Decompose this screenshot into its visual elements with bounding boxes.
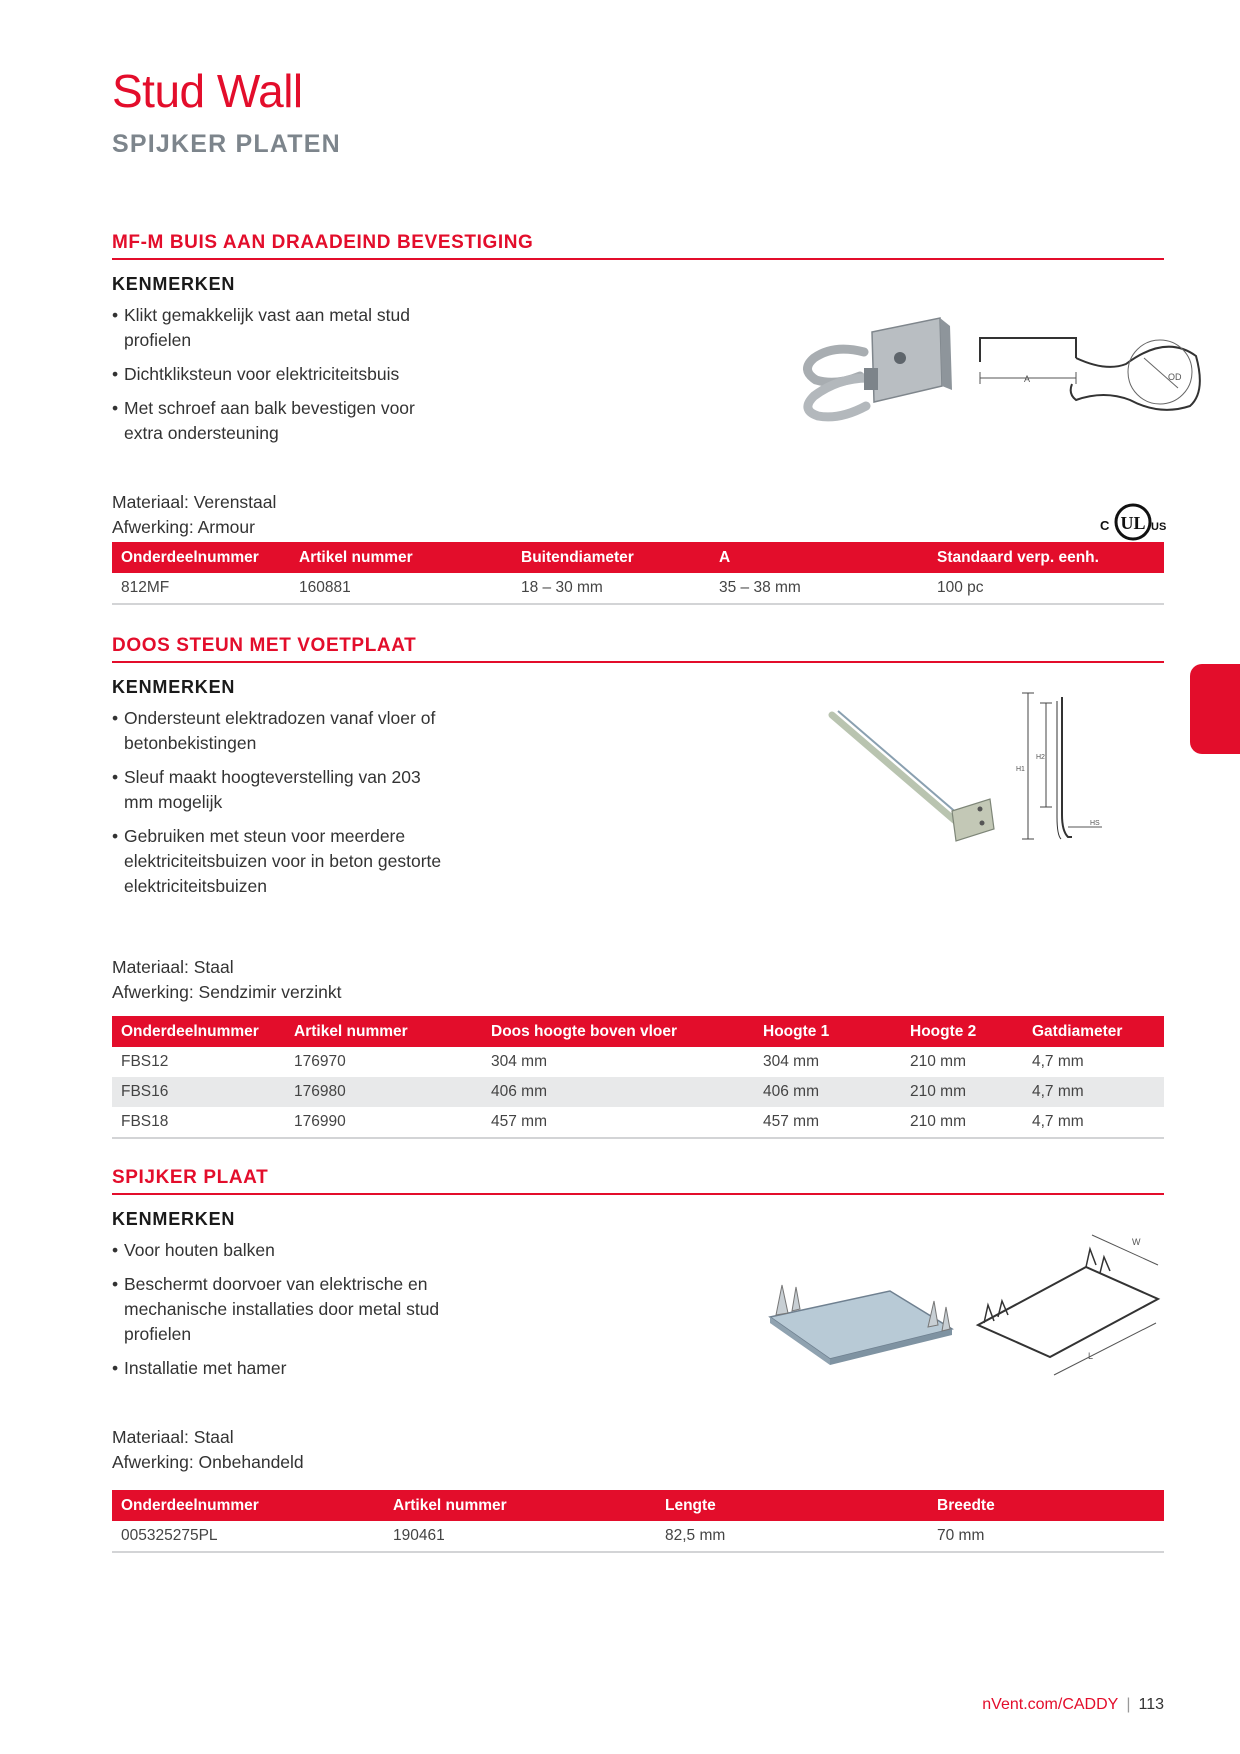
feature-item: • Voor houten balken — [112, 1238, 442, 1263]
technical-drawing-spijker-plaat — [962, 1227, 1182, 1387]
table-cell: FBS12 — [121, 1053, 169, 1070]
table-cell: 406 mm — [482, 1077, 754, 1107]
table-row — [112, 1107, 1164, 1138]
table-cell: 4,7 mm — [1032, 1053, 1084, 1070]
table-cell: 176980 — [285, 1077, 482, 1107]
column-header: A — [710, 542, 928, 573]
table-cell: 812MF — [112, 573, 290, 604]
feature-item: • Gebruiken met steun voor meerdere elektriciteitsbuizen voor in beton gestorte elektriciteitsbuizen — [112, 824, 442, 899]
feature-item: • Met schroef aan balk bevestigen voor extra ondersteuning — [112, 396, 442, 446]
table-cell: FBS16 — [112, 1077, 285, 1107]
column-header: Doos hoogte boven vloer — [482, 1016, 754, 1047]
column-header: Standaard verp. eenh. — [928, 542, 1164, 573]
column-header: Gatdiameter — [1023, 1016, 1164, 1047]
technical-drawing-812mf — [968, 328, 1240, 438]
features-heading: KENMERKEN — [112, 1209, 236, 1229]
table-cell: 457 mm — [482, 1107, 754, 1138]
section-title: MF-M BUIS AAN DRAADEIND BEVESTIGING — [112, 232, 1164, 260]
table-cell: 100 pc — [928, 573, 1164, 604]
material-block — [112, 1425, 304, 1475]
column-header: Onderdeelnummer — [112, 542, 290, 573]
od-label: OD — [1168, 372, 1182, 382]
feature-item: • Sleuf maakt hoogteverstelling van 203 mm mogelijk — [112, 765, 442, 815]
technical-drawing-fbs — [1002, 687, 1222, 847]
table-cell: 304 mm — [491, 1053, 547, 1070]
column-header: Breedte — [928, 1490, 1164, 1521]
material-block — [112, 955, 342, 1005]
spec-table-spijker-plaat — [112, 1490, 1164, 1553]
spec-table-fbs — [112, 1016, 1164, 1139]
w-label: W — [1132, 1237, 1141, 1247]
feature-item: • Klikt gemakkelijk vast aan metal stud profielen — [112, 303, 442, 353]
table-header-row — [112, 1016, 1164, 1047]
table-row — [112, 1521, 1164, 1552]
l-label: L — [1088, 1351, 1094, 1361]
hs-label: HS — [1090, 820, 1100, 827]
section-title: SPIJKER PLAAT — [112, 1167, 1164, 1195]
feature-item: • Installatie met hamer — [112, 1356, 442, 1381]
page-number: 113 — [1138, 1696, 1164, 1713]
table-cell: 4,7 mm — [1023, 1077, 1164, 1107]
page-subtitle: SPIJKER PLATEN — [112, 130, 341, 158]
table-cell: 304 mm — [763, 1053, 819, 1070]
table-cell: 210 mm — [910, 1053, 966, 1070]
material-text: Materiaal: Verenstaal — [112, 492, 277, 512]
table-header-row — [112, 1490, 1164, 1521]
column-header: Hoogte 2 — [901, 1016, 1023, 1047]
table-cell: 176990 — [285, 1107, 482, 1138]
footer-link[interactable]: nVent.com/CADDY — [982, 1696, 1119, 1713]
table-cell: 82,5 mm — [656, 1521, 928, 1552]
features-list — [112, 303, 442, 446]
h1-label: H1 — [1016, 766, 1025, 773]
a-label: A — [1024, 374, 1031, 384]
finish-text: Afwerking: Sendzimir verzinkt — [112, 982, 342, 1002]
table-cell: FBS18 — [112, 1107, 285, 1138]
page-title: Stud Wall — [112, 65, 303, 117]
column-header: Artikel nummer — [384, 1490, 656, 1521]
table-cell: 35 – 38 mm — [710, 573, 928, 604]
features-heading: KENMERKEN — [112, 274, 236, 294]
column-header: Hoogte 1 — [754, 1016, 901, 1047]
table-header-row — [112, 542, 1164, 573]
table-cell: 18 – 30 mm — [512, 573, 710, 604]
product-photo-spijker-plaat — [762, 1267, 962, 1377]
footer-separator: | — [1126, 1696, 1131, 1713]
table-cell: 210 mm — [901, 1077, 1023, 1107]
section-doos-steun — [112, 635, 1164, 1130]
column-header: Buitendiameter — [512, 542, 710, 573]
table-row — [112, 1077, 1164, 1107]
page-footer — [982, 1696, 1164, 1714]
finish-text: Afwerking: Armour — [112, 517, 255, 537]
table-cell: 005325275PL — [112, 1521, 384, 1552]
feature-item: • Dichtkliksteun voor elektriciteitsbuis — [112, 362, 442, 387]
features-list — [112, 706, 442, 899]
column-header: Artikel nummer — [290, 542, 512, 573]
h2-label: H2 — [1036, 754, 1045, 761]
us-letters: US — [1151, 521, 1167, 533]
table-row — [112, 573, 1164, 604]
table-cell: 176970 — [294, 1053, 346, 1070]
table-cell: 160881 — [290, 573, 512, 604]
finish-text: Afwerking: Onbehandeld — [112, 1452, 304, 1472]
column-header: Lengte — [656, 1490, 928, 1521]
features-heading: KENMERKEN — [112, 677, 236, 697]
section-title: DOOS STEUN MET VOETPLAAT — [112, 635, 1164, 663]
spec-table-812mf — [112, 542, 1164, 605]
features-list — [112, 1238, 442, 1381]
material-block — [112, 490, 276, 540]
table-row — [112, 1047, 1164, 1077]
table-cell: 210 mm — [901, 1107, 1023, 1138]
column-header: Artikel nummer — [285, 1016, 482, 1047]
table-cell: 406 mm — [754, 1077, 901, 1107]
table-cell: 70 mm — [928, 1521, 1164, 1552]
section-mf-m — [112, 232, 1182, 596]
table-cell: 4,7 mm — [1023, 1107, 1164, 1138]
material-text: Materiaal: Staal — [112, 1427, 234, 1447]
table-cell: 457 mm — [754, 1107, 901, 1138]
ul-letters: UL — [1120, 513, 1146, 533]
cul-us-certification-mark — [1098, 500, 1168, 544]
column-header: Onderdeelnummer — [112, 1016, 285, 1047]
table-cell: 190461 — [384, 1521, 656, 1552]
section-spijker-plaat — [112, 1167, 1164, 1544]
material-text: Materiaal: Staal — [112, 957, 234, 977]
c-letter: C — [1100, 518, 1110, 533]
feature-item: • Beschermt doorvoer van elektrische en mechanische installaties door metal stud profielen — [112, 1272, 442, 1347]
column-header: Onderdeelnummer — [112, 1490, 384, 1521]
feature-item: • Ondersteunt elektradozen vanaf vloer of betonbekistingen — [112, 706, 442, 756]
